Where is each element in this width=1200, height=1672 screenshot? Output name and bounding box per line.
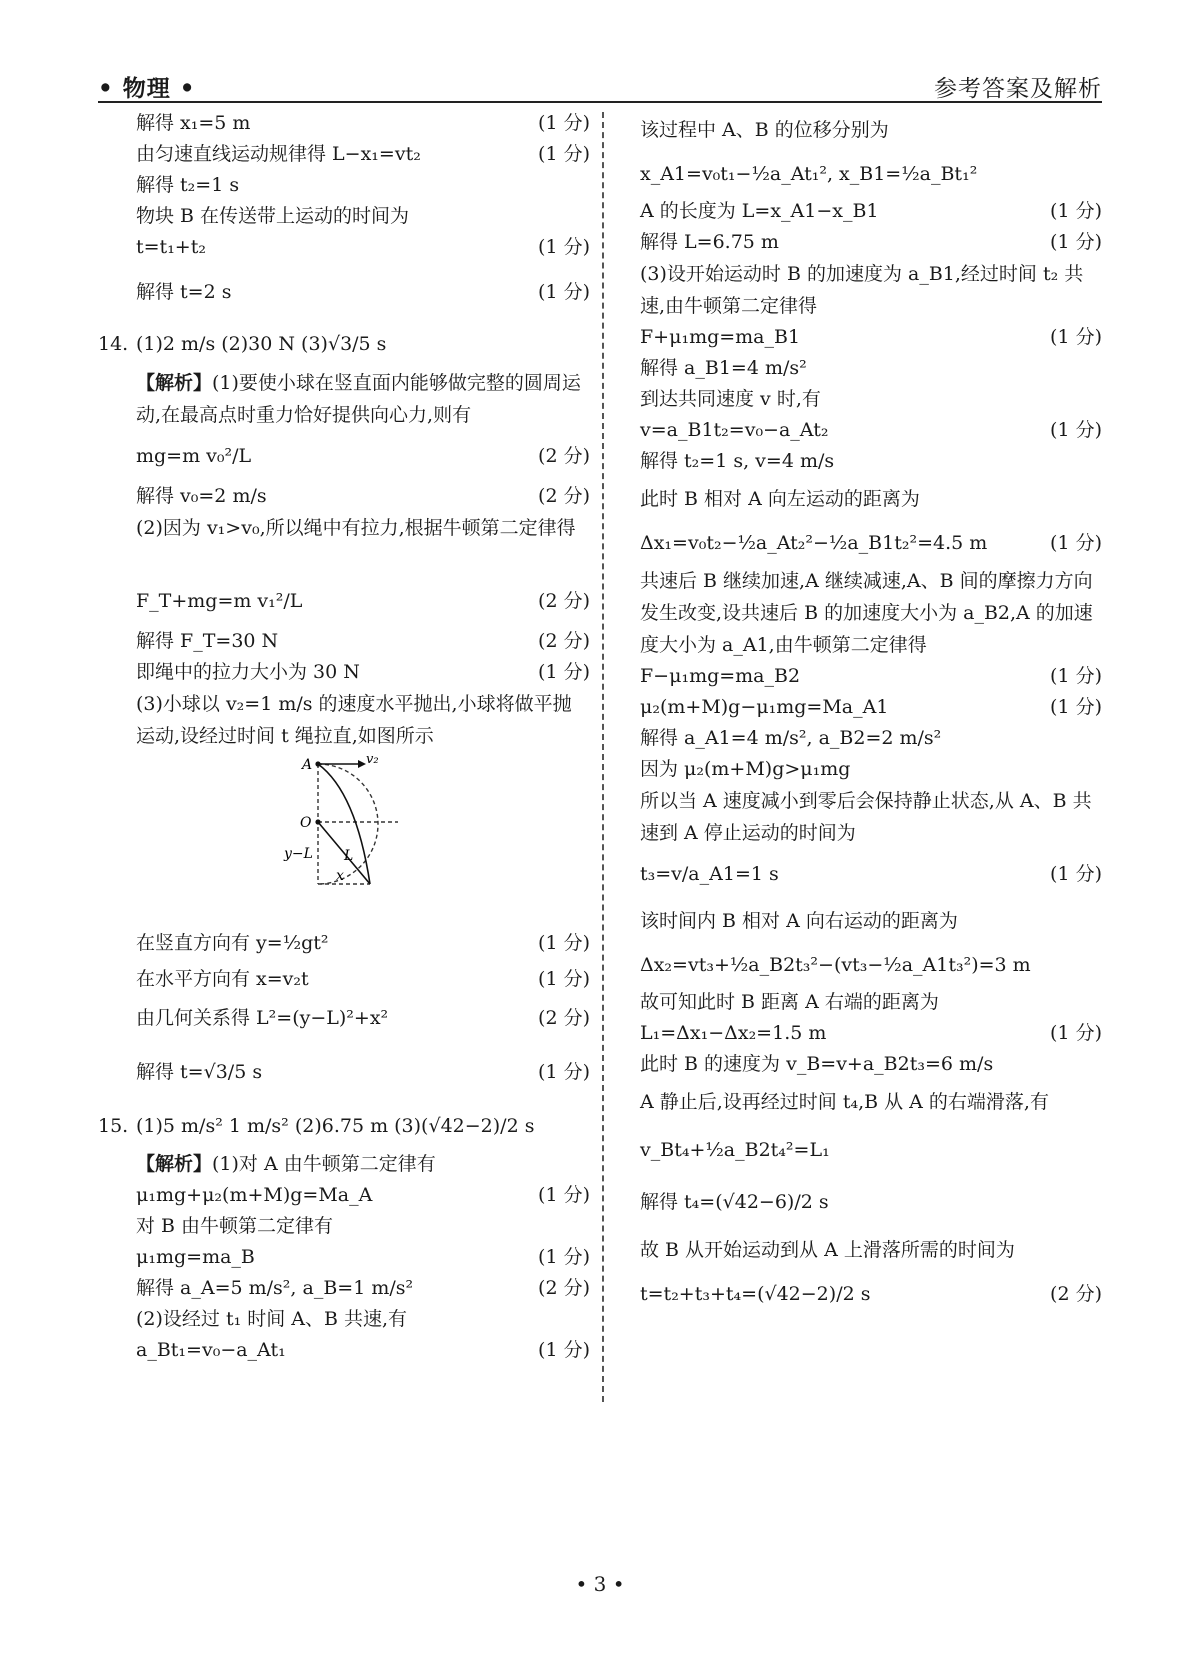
score-label: (2 分)	[538, 1006, 590, 1029]
paragraph	[640, 785, 1102, 849]
solution-line	[640, 384, 1102, 415]
line-text: (1)对 A 由牛顿第二定律有	[212, 1153, 436, 1176]
paragraph	[98, 512, 590, 576]
solution-line	[640, 322, 1102, 353]
line-text: 故可知此时 B 距离 A 右端的距离为	[640, 991, 939, 1014]
line-text: F−μ₁mg=ma_B2	[640, 665, 801, 688]
solution-line	[640, 1124, 1102, 1176]
solution-line	[98, 170, 590, 201]
score-label: (1 分)	[538, 968, 590, 991]
line-text: v_Bt₄+½a_B2t₄²=L₁	[640, 1138, 830, 1161]
line-text: v=a_B1t₂=v₀−a_At₂	[640, 419, 829, 442]
solution-line	[640, 521, 1102, 565]
line-text: 由几何关系得 L²=(y−L)²+x²	[136, 1006, 389, 1029]
solution-line	[98, 626, 590, 657]
line-text: Δx₁=v₀t₂−½a_At₂²−½a_B1t₂²=4.5 m	[640, 531, 988, 554]
solution-line	[98, 321, 590, 367]
solution-line	[98, 922, 590, 964]
score-label: (2 分)	[538, 630, 590, 653]
solution-line	[98, 232, 590, 263]
line-text: 即绳中的拉力大小为 30 N	[136, 661, 360, 684]
paragraph-text: (3)设开始运动时 B 的加速度为 a_B1,经过时间 t₂ 共速,由牛顿第二定律得	[640, 263, 1084, 317]
score-label: (1 分)	[1050, 326, 1102, 349]
line-text: 物块 B 在传送带上运动的时间为	[136, 205, 410, 228]
line-text: 解得 F_T=30 N	[136, 630, 279, 653]
solution-line	[640, 1080, 1102, 1124]
solution-line	[640, 723, 1102, 754]
solution-line	[98, 995, 590, 1041]
question-number: 14.	[98, 332, 129, 355]
line-text: 对 B 由牛顿第二定律有	[136, 1215, 334, 1238]
solution-line	[640, 1018, 1102, 1049]
line-text: 在水平方向有 x=v₂t	[136, 968, 309, 991]
line-text: 解得 x₁=5 m	[136, 112, 251, 135]
score-label: (2 分)	[538, 1277, 590, 1300]
solution-line	[640, 1176, 1102, 1228]
label-y-minus-l: y−L	[284, 846, 313, 862]
solution-line	[640, 446, 1102, 477]
line-text: 解得 a_B1=4 m/s²	[640, 357, 807, 380]
paragraph	[640, 258, 1102, 322]
solution-line	[98, 1041, 590, 1103]
label-x: x	[336, 868, 344, 884]
score-label: (1 分)	[538, 1060, 590, 1083]
score-label: (1 分)	[1050, 531, 1102, 554]
solution-line	[98, 964, 590, 995]
solution-line	[98, 1335, 590, 1366]
paragraph	[640, 565, 1102, 661]
paragraph-text: (2)因为 v₁>v₀,所以绳中有拉力,根据牛顿第二定律得	[136, 517, 576, 539]
line-text: 解得 a_A=5 m/s², a_B=1 m/s²	[136, 1277, 414, 1300]
column-divider	[602, 112, 604, 1402]
projectile-figure	[284, 752, 448, 922]
paragraph-text: (3)小球以 v₂=1 m/s 的速度水平抛出,小球将做平抛运动,设经过时间 t 绳拉直,如图所示	[136, 693, 572, 747]
score-label: (2 分)	[538, 485, 590, 508]
line-text: mg=m v₀²/L	[136, 444, 252, 467]
right-column	[640, 108, 1102, 1316]
solution-line	[640, 477, 1102, 521]
line-text: 解得 t₂=1 s, v=4 m/s	[640, 450, 835, 473]
solution-line	[98, 1242, 590, 1273]
line-text: 解得 L=6.75 m	[640, 231, 779, 254]
line-text: 到达共同速度 v 时,有	[640, 388, 821, 411]
solution-line	[640, 353, 1102, 384]
solution-line	[640, 108, 1102, 152]
solution-line	[98, 1103, 590, 1149]
score-label: (1 分)	[538, 931, 590, 954]
line-text: (1)2 m/s (2)30 N (3)√3/5 s	[136, 332, 387, 355]
line-text: A 静止后,设再经过时间 t₄,B 从 A 的右端滑落,有	[640, 1090, 1049, 1113]
line-text: Δx₂=vt₃+½a_B2t₃²−(vt₃−½a_A1t₃²)=3 m	[640, 953, 1031, 976]
line-text: 该过程中 A、B 的位移分别为	[640, 118, 889, 141]
line-text: 在竖直方向有 y=½gt²	[136, 931, 329, 954]
paragraph-text: (1)要使小球在竖直面内能够做完整的圆周运动,在最高点时重力恰好提供向心力,则有	[136, 372, 581, 426]
solution-line	[98, 481, 590, 512]
solution-line	[640, 1049, 1102, 1080]
label-v2: v₂	[366, 752, 379, 767]
solution-line	[98, 1180, 590, 1211]
label-a: A	[302, 757, 313, 773]
analysis-tag: 【解析】	[136, 372, 213, 394]
line-text: F_T+mg=m v₁²/L	[136, 589, 303, 612]
header-rule	[98, 101, 1102, 103]
solution-line	[640, 899, 1102, 943]
line-text: 解得 a_A1=4 m/s², a_B2=2 m/s²	[640, 727, 942, 750]
line-text: 此时 B 相对 A 向左运动的距离为	[640, 487, 920, 510]
line-text: t=t₂+t₃+t₄=(√42−2)/2 s	[640, 1282, 871, 1305]
line-text: a_Bt₁=v₀−a_At₁	[136, 1339, 286, 1362]
line-text: 解得 t=2 s	[136, 280, 232, 303]
solution-line	[98, 657, 590, 688]
paragraph-text: 共速后 B 继续加速,A 继续减速,A、B 间的摩擦力方向发生改变,设共速后 B 的加速度大小为 a_B2,A 的加速度大小为 a_A1,由牛顿第二定律得	[640, 570, 1093, 656]
score-label: (2 分)	[1050, 1282, 1102, 1305]
score-label: (2 分)	[538, 444, 590, 467]
solution-line	[98, 1304, 590, 1335]
line-text: μ₂(m+M)g−μ₁mg=Ma_A1	[640, 696, 889, 719]
solution-line	[98, 201, 590, 232]
score-label: (1 分)	[538, 280, 590, 303]
solution-line	[640, 754, 1102, 785]
line-text: 因为 μ₂(m+M)g>μ₁mg	[640, 758, 851, 781]
solution-line	[640, 661, 1102, 692]
subject-header: • 物理 •	[98, 75, 196, 102]
score-label: (1 分)	[538, 1184, 590, 1207]
score-label: (1 分)	[1050, 419, 1102, 442]
line-text: F+μ₁mg=ma_B1	[640, 326, 801, 349]
line-text: 该时间内 B 相对 A 向右运动的距离为	[640, 909, 958, 932]
solution-line	[640, 196, 1102, 227]
analysis-tag: 【解析】	[136, 1153, 213, 1176]
question-number: 15.	[98, 1114, 129, 1137]
solution-line	[640, 1228, 1102, 1272]
score-label: (1 分)	[1050, 200, 1102, 223]
solution-line	[640, 152, 1102, 196]
score-label: (1 分)	[1050, 862, 1102, 885]
line-text: t₃=v/a_A1=1 s	[640, 862, 779, 885]
solution-line	[640, 1272, 1102, 1316]
left-column	[98, 108, 590, 1366]
line-text: A 的长度为 L=x_A1−x_B1	[640, 200, 879, 223]
score-label: (1 分)	[538, 143, 590, 166]
solution-line	[640, 227, 1102, 258]
solution-line	[640, 849, 1102, 899]
score-label: (1 分)	[538, 1339, 590, 1362]
solution-line	[98, 1273, 590, 1304]
line-text: (1)5 m/s² 1 m/s² (2)6.75 m (3)(√42−2)/2 s	[136, 1114, 535, 1137]
solution-line	[640, 987, 1102, 1018]
pendulum-diagram	[284, 752, 448, 922]
line-text: L₁=Δx₁−Δx₂=1.5 m	[640, 1022, 827, 1045]
label-o: O	[300, 815, 312, 831]
solution-line	[640, 943, 1102, 987]
line-text: 解得 t₄=(√42−6)/2 s	[640, 1190, 829, 1213]
line-text: 由匀速直线运动规律得 L−x₁=vt₂	[136, 143, 421, 166]
line-text: 故 B 从开始运动到从 A 上滑落所需的时间为	[640, 1238, 1015, 1261]
label-l: L	[344, 848, 354, 864]
solution-line	[640, 692, 1102, 723]
line-text: 解得 v₀=2 m/s	[136, 485, 267, 508]
score-label: (1 分)	[538, 1246, 590, 1269]
solution-line	[98, 431, 590, 481]
score-label: (1 分)	[538, 112, 590, 135]
solution-line	[98, 1149, 590, 1180]
solution-line	[640, 415, 1102, 446]
line-text: μ₁mg=ma_B	[136, 1246, 255, 1269]
line-text: 解得 t₂=1 s	[136, 174, 240, 197]
score-label: (2 分)	[538, 589, 590, 612]
paragraph	[98, 367, 590, 431]
score-label: (1 分)	[538, 236, 590, 259]
page-number: • 3 •	[575, 1572, 625, 1596]
solution-line	[98, 139, 590, 170]
score-label: (1 分)	[1050, 1022, 1102, 1045]
line-text: (2)设经过 t₁ 时间 A、B 共速,有	[136, 1308, 408, 1331]
line-text: x_A1=v₀t₁−½a_At₁², x_B1=½a_Bt₁²	[640, 162, 978, 185]
solution-line	[98, 576, 590, 626]
section-header: 参考答案及解析	[934, 76, 1102, 102]
line-text: t=t₁+t₂	[136, 236, 206, 259]
paragraph	[98, 688, 590, 752]
score-label: (1 分)	[1050, 231, 1102, 254]
solution-line	[98, 108, 590, 139]
paragraph-text: 所以当 A 速度减小到零后会保持静止状态,从 A、B 共速到 A 停止运动的时间为	[640, 790, 1092, 844]
line-text: 此时 B 的速度为 v_B=v+a_B2t₃=6 m/s	[640, 1053, 994, 1076]
solution-line	[98, 263, 590, 321]
score-label: (1 分)	[1050, 665, 1102, 688]
line-text: μ₁mg+μ₂(m+M)g=Ma_A	[136, 1184, 373, 1207]
score-label: (1 分)	[538, 661, 590, 684]
line-text: 解得 t=√3/5 s	[136, 1060, 263, 1083]
solution-line	[98, 1211, 590, 1242]
score-label: (1 分)	[1050, 696, 1102, 719]
